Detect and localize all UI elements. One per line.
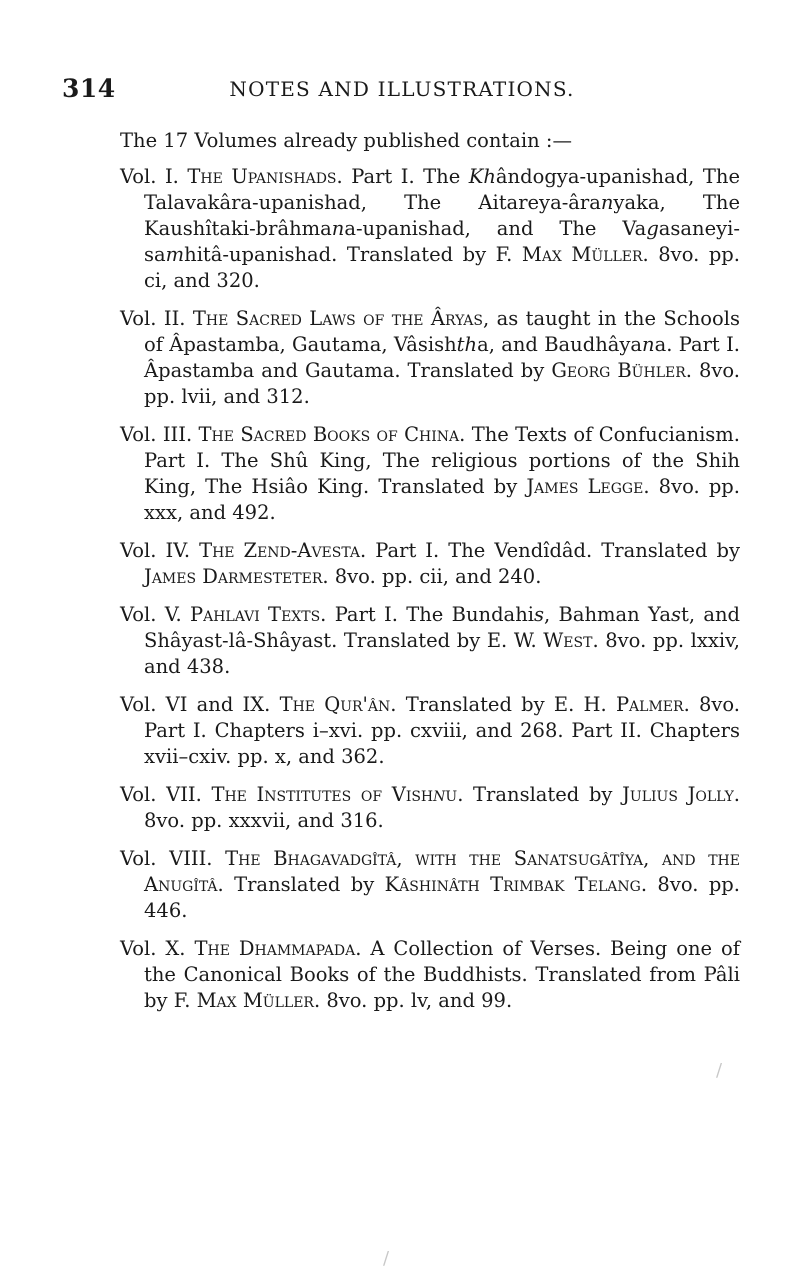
volume-details: 8vo. pp. lvii, and 312. bbox=[144, 359, 740, 408]
volume-text-italic: n bbox=[331, 217, 345, 240]
stray-mark: / bbox=[716, 1060, 723, 1081]
volume-text-italic: th bbox=[456, 333, 478, 356]
volume-text: as taught in the Schools of Âpastamba, Gautama, Vâsish bbox=[144, 307, 740, 356]
volume-text-italic: g bbox=[646, 217, 659, 240]
volume-entry-9 bbox=[120, 936, 740, 1014]
volume-entry-3 bbox=[120, 422, 740, 526]
volume-text: The Texts of Confucianism. Part I. The Shû King, The religious portions of the Shih King, The Hsiâo King. Translated by bbox=[144, 423, 740, 498]
volume-details: 8vo. pp. cii, and 240. bbox=[328, 565, 542, 588]
volume-text: Part I. The bbox=[351, 165, 469, 188]
volume-text: a, and Baudhâya bbox=[477, 333, 643, 356]
translator-name: Georg Bühler. bbox=[551, 359, 692, 382]
volume-title: The Qur'ân. bbox=[279, 693, 397, 716]
volume-text: t, and Shâyast-lâ-Shâyast. Translated by bbox=[144, 603, 741, 652]
translator-name: Julius Jolly. bbox=[622, 783, 741, 806]
volume-details: 8vo. pp. ci, and 320. bbox=[144, 243, 740, 292]
volume-text: a-upanishad, and The Va bbox=[344, 217, 647, 240]
volume-number: Vol. II. bbox=[120, 307, 186, 330]
volume-text: asaneyi-sa bbox=[144, 217, 740, 266]
translator-name: James Darmesteter. bbox=[144, 565, 329, 588]
volume-number: Vol. VIII. bbox=[120, 847, 213, 870]
volume-entry-8 bbox=[120, 846, 740, 924]
volume-number: Vol. III. bbox=[120, 423, 193, 446]
volume-text: Part I. The Bundahi bbox=[326, 603, 534, 626]
volume-details: 8vo. Part I. Chapters i–xvi. pp. cxviii, and 268. Part II. Chapters xvii–cxiv. pp. x, and 362. bbox=[144, 693, 740, 768]
volume-text: Part I. The Vendîdâd. Translated by bbox=[366, 539, 740, 562]
translator-name: F. Max Müller. bbox=[173, 989, 321, 1012]
volume-title: The Bhagavadgîtâ, with the Sanatsugâtîya, and the Anugîtâ. bbox=[144, 847, 740, 896]
volume-text: a. Part I. Âpastamba and Gautama. Translated by bbox=[144, 333, 740, 382]
translator-name: E. H. Palmer. bbox=[553, 693, 690, 716]
volume-text: ândogya-upanishad, The Talavakâra-upanishad, The Aitareya-âra bbox=[144, 165, 740, 214]
volume-entry-1 bbox=[120, 164, 740, 294]
page-header bbox=[62, 74, 742, 108]
volume-title: The Sacred Laws of the Âryas, bbox=[192, 307, 490, 330]
volume-entry-4 bbox=[120, 538, 740, 590]
volume-details: 8vo. pp. xxxvii, and 316. bbox=[144, 809, 384, 832]
volume-number: Vol. IV. bbox=[120, 539, 191, 562]
body-text bbox=[120, 128, 740, 1026]
volume-entry-6 bbox=[120, 692, 740, 770]
volume-details: 8vo. pp. lxxiv, and 438. bbox=[144, 629, 740, 678]
volume-details: 8vo. pp. xxx, and 492. bbox=[144, 475, 740, 524]
volume-text: Translated by bbox=[223, 873, 385, 896]
volume-title: The Zend-Avesta. bbox=[199, 539, 367, 562]
volume-text: hitâ-upanishad. Translated by bbox=[184, 243, 496, 266]
volume-details: 8vo. pp. 446. bbox=[144, 873, 740, 922]
volume-title: The Dhammapada. bbox=[194, 937, 362, 960]
volume-title: The Upanishads. bbox=[187, 165, 343, 188]
volume-text-italic: n bbox=[642, 333, 655, 356]
stray-mark: / bbox=[383, 1248, 390, 1269]
running-head: NOTES AND ILLUSTRATIONS. bbox=[229, 77, 575, 101]
volume-entry-5 bbox=[120, 602, 740, 680]
page-number: 314 bbox=[62, 74, 116, 103]
volume-number: Vol. VI and IX. bbox=[120, 693, 271, 716]
volume-entry-7 bbox=[120, 782, 740, 834]
volume-title: Pahlavi Texts. bbox=[189, 603, 327, 626]
intro-line: The 17 Volumes already published contain :— bbox=[120, 129, 572, 152]
volume-text: yaka, The Kaushîtaki-brâhma bbox=[144, 191, 740, 240]
volume-number: Vol. X. bbox=[120, 937, 186, 960]
translator-name: E. W. West. bbox=[486, 629, 599, 652]
translator-name: Kâshinâth Trimbak Telang. bbox=[384, 873, 648, 896]
volume-text-italic: n bbox=[600, 191, 614, 214]
volume-text-italic: m bbox=[165, 243, 185, 266]
translator-name: James Legge. bbox=[526, 475, 650, 498]
volume-details: 8vo. pp. lv, and 99. bbox=[320, 989, 513, 1012]
volume-title: The Institutes of Vish bbox=[211, 783, 434, 806]
volume-text: A Collection of Verses. Being one of the Canonical Books of the Buddhists. Translated from Pâli by bbox=[144, 937, 741, 1012]
volume-text-italic: Kh bbox=[468, 165, 496, 188]
volume-number: Vol. V. bbox=[120, 603, 182, 626]
volume-text-italic: s bbox=[533, 603, 544, 626]
volume-title: The Sacred Books of China. bbox=[198, 423, 466, 446]
volume-title-italic: n bbox=[433, 783, 446, 806]
volume-entry-2 bbox=[120, 306, 740, 410]
volume-text: , Bahman Ya bbox=[544, 603, 671, 626]
translator-name: F. Max Müller. bbox=[495, 243, 649, 266]
volume-number: Vol. I. bbox=[120, 165, 179, 188]
volume-text-italic: s bbox=[670, 603, 681, 626]
volume-title: u. bbox=[445, 783, 464, 806]
volume-number: Vol. VII. bbox=[120, 783, 202, 806]
volume-text: Translated by bbox=[463, 783, 623, 806]
volume-text: Translated by bbox=[396, 693, 554, 716]
